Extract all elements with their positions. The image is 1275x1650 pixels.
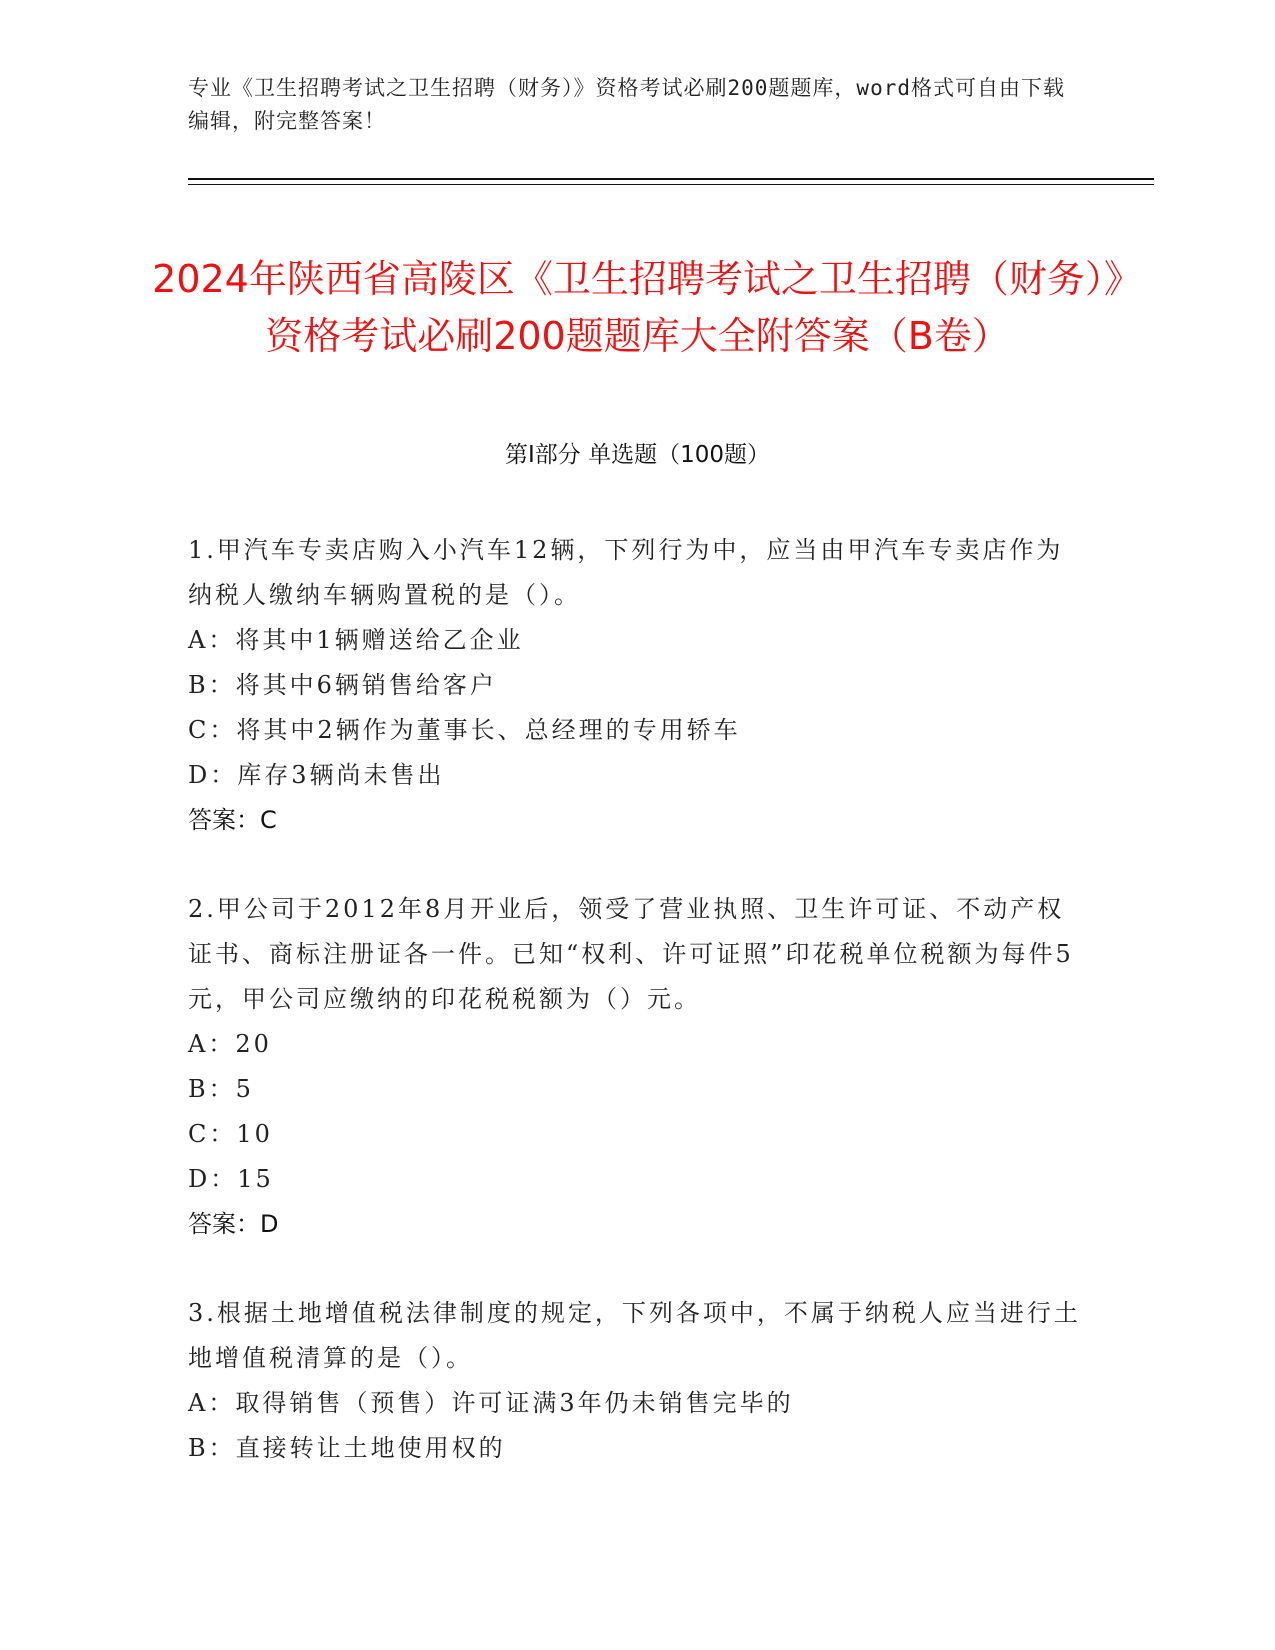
section-title: 第Ⅰ部分 单选题（100题）: [505, 442, 770, 468]
option-c: C：10: [188, 1120, 273, 1148]
header-divider-thick: [188, 178, 1154, 180]
option-b: B：5: [188, 1075, 254, 1103]
option-a: A：20: [188, 1030, 272, 1058]
header-divider-thin: [188, 184, 1154, 185]
question-stem: 2.甲公司于2012年8月开业后，领受了营业执照、卫生许可证、不动产权证书、商标注册证各一件。已知“权利、许可证照”印花税单位税额为每件5元，甲公司应缴纳的印花税税额为（）元。: [188, 895, 1074, 1013]
option-a: A：将其中1辆赠送给乙企业: [188, 626, 524, 654]
answer-line: 答案：C: [188, 806, 277, 834]
question-1: [188, 528, 1088, 843]
option-c: C：将其中2辆作为董事长、总经理的专用轿车: [188, 716, 741, 744]
option-b: B：将其中6辆销售给客户: [188, 671, 497, 699]
option-a: A：取得销售（预售）许可证满3年仍未销售完毕的: [188, 1389, 794, 1417]
header-note: 专业《卫生招聘考试之卫生招聘（财务）》资格考试必刷200题题库，word格式可自由下载编辑，附完整答案！: [188, 76, 1065, 133]
question-2: [188, 887, 1088, 1247]
question-stem: 1.甲汽车专卖店购入小汽车12辆，下列行为中，应当由甲汽车专卖店作为纳税人缴纳车辆购置税的是（）。: [188, 536, 1064, 609]
option-b: B：直接转让土地使用权的: [188, 1434, 506, 1462]
option-d: D：15: [188, 1165, 274, 1193]
question-3: [188, 1291, 1088, 1471]
document-title: 2024年陕西省高陵区《卫生招聘考试之卫生招聘（财务）》资格考试必刷200题题库大全附答案（B卷）: [152, 257, 1123, 359]
answer-line: 答案：D: [188, 1210, 279, 1238]
question-list: [188, 528, 1088, 1515]
option-d: D：库存3辆尚未售出: [188, 761, 445, 789]
question-stem: 3.根据土地增值税法律制度的规定，下列各项中，不属于纳税人应当进行土地增值税清算的是（）。: [188, 1299, 1081, 1372]
